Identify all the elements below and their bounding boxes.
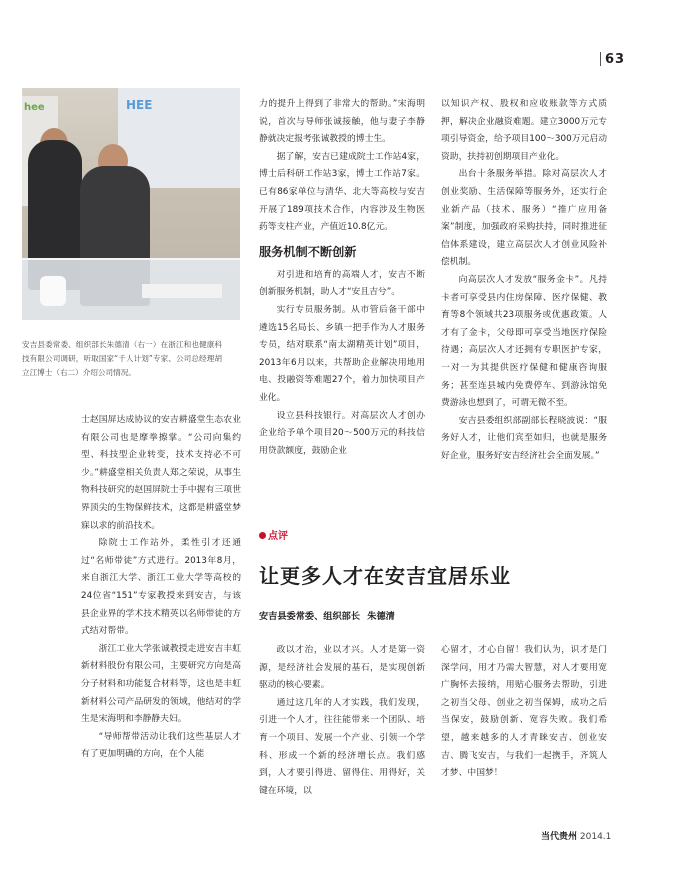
paragraph: 向高层次人才发放“服务金卡”。凡持卡者可享受县内住房保障、医疗保健、教育等8个领域共23项服务或优惠政策。人才有了金卡，父母即可享受当地医疗保险待遇；高层次人才还拥有专职医护专家，一对一为其提供医疗保健和健康咨询服务；甚至连县城内免费停车、到游泳馆免费游泳也想到了，可谓无微不至。 bbox=[441, 274, 607, 409]
photo-caption: 安吉县委常委、组织部长朱德清（右一）在浙江和也健康科技有限公司调研，听取国家“千人计划”专家、公司总经理胡立江博士（右二）介绍公司情况。 bbox=[22, 340, 222, 377]
photo-display-object bbox=[142, 284, 222, 298]
paragraph: 心留才，才心自留！我们认为，识才是门深学问，用才乃需大智慧，对人才要用宽广胸怀去接纳，用贴心服务去帮助，引进之初当父母、创业之初当保姆，成功之后当保安，鼓励创新、宽容失败。我们希望，越来越多的人才青睐安吉、创业安吉、腾飞安吉，与我们一起携手，齐筑人才梦、中国梦！ bbox=[441, 645, 607, 779]
commentary-column-2 bbox=[441, 642, 607, 783]
commentary-headline: 让更多人才在安吉宜居乐业 bbox=[259, 564, 511, 588]
paragraph: 以知识产权、股权和应收账款等方式质押，解决企业融资难题。建立3000万元专项引导资金，给予项目100～300万元启动资助，扶持初创期项目产业化。 bbox=[441, 99, 607, 162]
paragraph: 出台十条服务举措。除对高层次人才创业奖励、生活保障等服务外，还实行企业新产品（技术、服务）“推广应用备案”制度，加强政府采购扶持，同时推进征信体系建设，建立高层次人才创业风险补偿机制。 bbox=[441, 169, 607, 268]
photo-display-object bbox=[40, 276, 66, 306]
paragraph: 士赵国屏达成协议的安吉耕盛堂生态农业有限公司也是摩拳擦掌。“公司向集约型、科技型企业转变，技术支持必不可少。”耕盛堂相关负责人郑之荣说，从事生物科技研究的赵国屏院士手中握有三项世界顶尖的生物保鲜技术，这都是耕盛堂梦寐以求的前沿技术。 bbox=[81, 415, 241, 531]
section-heading: 服务机制不断创新 bbox=[259, 244, 357, 259]
commentary-byline: 安吉县委常委、组织部长 朱德清 bbox=[259, 611, 395, 622]
article-column-2 bbox=[259, 96, 425, 460]
paragraph: 据了解，安吉已建成院士工作站4家，博士后科研工作站3家，博士工作站7家。已有86家单位与清华、北大等高校与安吉开展了189项技术合作，内容涉及生物医药等支柱产业，产值近10.8亿元。 bbox=[259, 151, 425, 233]
commentary-tag bbox=[259, 527, 288, 542]
page-footer bbox=[541, 829, 611, 842]
commentary-tag-label: 点评 bbox=[268, 531, 288, 542]
paragraph: 除院士工作站外，柔性引才还通过“名师带徒”方式进行。2013年8月，来自浙江大学、浙江工业大学等高校的24位省“151”专家教授来到安吉，与该县企业界的学术技术精英以名师带徒的方式结对帮带。 bbox=[81, 538, 241, 637]
footer-issue: 2014.1 bbox=[579, 832, 612, 842]
paragraph: 浙江工业大学张诚教授走进安吉丰虹新材料股份有限公司，主要研究方向是高分子材料和功能复合材料等，这也是丰虹新材料公司产品研发的领域，他结对的学生是宋海明和李静静夫妇。 bbox=[81, 643, 241, 725]
page-number: 63 bbox=[605, 52, 626, 67]
article-column-1 bbox=[81, 412, 241, 764]
paragraph: 设立县科技银行。对高层次人才创办企业给予单个项目20～500万元的科技信用贷款额度，鼓励企业 bbox=[259, 410, 425, 456]
article-column-3 bbox=[441, 96, 607, 465]
bullet-dot-icon bbox=[259, 532, 266, 539]
paragraph: “导师帮带活动让我们这些基层人才有了更加明确的方向，在个人能 bbox=[81, 731, 241, 760]
paragraph: 力的提升上得到了非常大的帮助。”宋海明说，首次与导师张诚接触，他与妻子李静静就决定报考张诚教授的博士生。 bbox=[259, 99, 425, 145]
footer-magazine-name: 当代贵州 bbox=[541, 832, 578, 842]
photo-logo-right: HEE bbox=[126, 98, 153, 112]
paragraph: 实行专员服务制。从市管后备干部中遴选15名局长、乡镇一把手作为人才服务专员，结对联系“南太湖精英计划”项目，2013年6月以来，共帮助企业解决用地用电、投融资等难题27个，着力加快项目产业化。 bbox=[259, 304, 425, 403]
paragraph: 对引进和培育的高端人才，安吉不断创新服务机制，助人才“安且吉兮”。 bbox=[259, 269, 425, 298]
paragraph: 安吉县委组织部副部长程晓波说：“服务好人才，让他们宾至如归，也就是服务好企业，服务好安吉经济社会全面发展。” bbox=[441, 415, 607, 461]
paragraph: 政以才治，业以才兴。人才是第一资源，是经济社会发展的基石，是实现创新驱动的核心要素。 bbox=[259, 645, 425, 691]
article-photo bbox=[22, 88, 240, 320]
photo-logo-left: hee bbox=[24, 102, 45, 113]
commentary-column-1 bbox=[259, 642, 425, 800]
page-number-divider bbox=[600, 52, 601, 66]
paragraph: 通过这几年的人才实践，我们发现，引进一个人才，往往能带来一个团队、培育一个项目、发展一个产业、引领一个学科、形成一个新的经济增长点。我们感到，人才要引得进、留得住、用得好，关键在环境，以 bbox=[259, 697, 425, 796]
